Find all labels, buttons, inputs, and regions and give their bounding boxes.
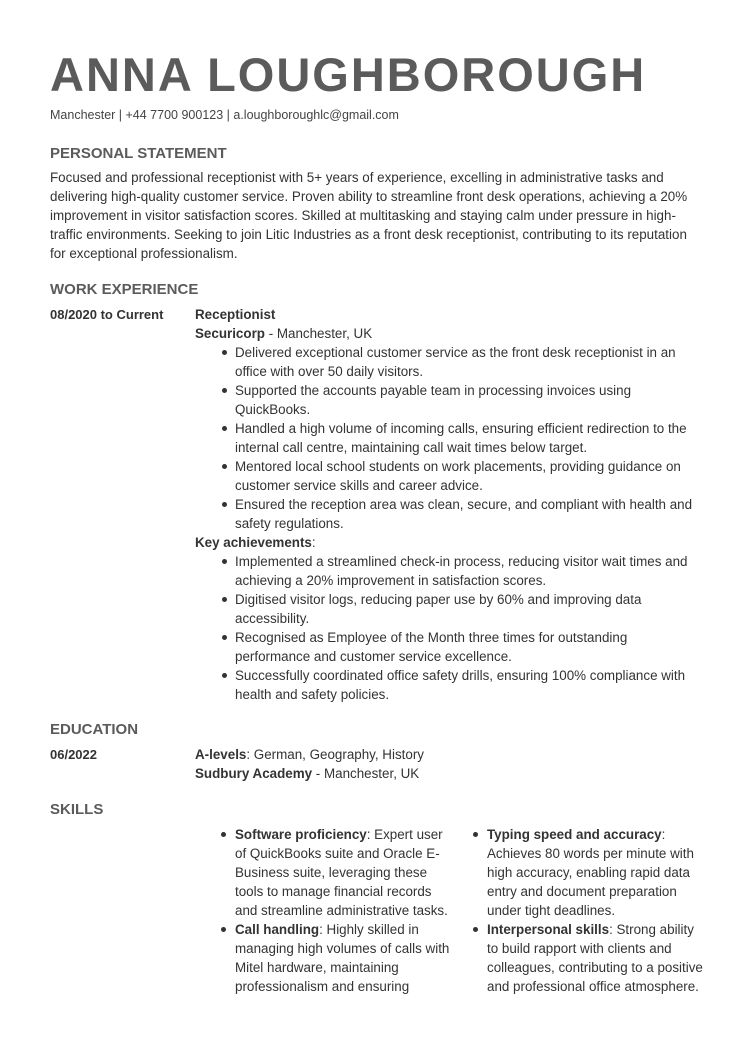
list-item [218, 825, 450, 920]
qualification-line [195, 745, 705, 764]
education-entry [195, 745, 705, 783]
list-item: Delivered exceptional customer service as the front desk receptionist in an office with over 50 daily visitors. [195, 343, 705, 381]
employer-line [195, 324, 705, 343]
achievements-colon: : [311, 535, 316, 550]
work-date: 08/2020 to Current [50, 307, 164, 322]
school-name: Sudbury Academy [195, 766, 313, 781]
list-item [470, 825, 706, 920]
school-location: - Manchester, UK [312, 766, 420, 781]
list-item: Supported the accounts payable team in processing invoices using QuickBooks. [195, 381, 705, 419]
skill-title: Software proficiency [235, 827, 367, 842]
personal-statement-heading: PERSONAL STATEMENT [50, 145, 227, 162]
skill-text: : Strong ability to build rapport with clients and colleagues, contributing to a positive and professional office atmosphere. [487, 922, 703, 994]
list-item: Mentored local school students on work placements, providing guidance on customer service skills and career advice. [195, 457, 705, 495]
skills-heading: SKILLS [50, 801, 104, 818]
list-item: Handled a high volume of incoming calls, ensuring efficient redirection to the internal call centre, maintaining call wait times below target. [195, 419, 705, 457]
list-item: Recognised as Employee of the Month three times for outstanding performance and customer service excellence. [195, 628, 705, 666]
school-line [195, 764, 705, 783]
achievements-label-line [195, 533, 705, 552]
skill-title: Call handling [235, 922, 320, 937]
education-date: 06/2022 [50, 747, 97, 762]
employer-location: - Manchester, UK [264, 326, 373, 341]
contact-line: Manchester | +44 7700 900123 | a.loughboroughlc@gmail.com [50, 108, 399, 122]
personal-statement-text: Focused and professional receptionist with 5+ years of experience, excelling in administrative tasks and delivering high-quality customer service. Proven ability to streamline front desk operations, achieving a 20% improvement in visitor satisfaction scores. Skilled at multitasking and staying calm under pressure in high-traffic environments. Seeking to join Litic Industries as a front desk receptionist, contributing to its reputation for exceptional professionalism. [50, 170, 688, 261]
work-entry [195, 305, 705, 704]
work-experience-heading: WORK EXPERIENCE [50, 281, 199, 298]
list-item: Digitised visitor logs, reducing paper use by 60% and improving data accessibility. [195, 590, 705, 628]
list-item: Implemented a streamlined check-in process, reducing visitor wait times and achieving a 20% improvement in satisfaction scores. [195, 552, 705, 590]
skill-text: : Highly skilled in managing high volumes of calls with Mitel hardware, maintaining professionalism and ensuring [235, 922, 450, 994]
skill-title: Interpersonal skills [487, 922, 610, 937]
achievements-list [195, 552, 705, 704]
list-item [218, 920, 450, 996]
subjects: : German, Geography, History [246, 747, 424, 762]
achievements-label: Key achievements [195, 535, 312, 550]
qualification: A-levels [195, 747, 247, 762]
skills-column-right [470, 825, 706, 996]
skill-text: : Achieves 80 words per minute with high accuracy, enabling rapid data entry and document preparation under tight deadlines. [487, 827, 694, 918]
skill-title: Typing speed and accuracy [487, 827, 662, 842]
duties-list [195, 343, 705, 533]
candidate-name: ANNA LOUGHBOROUGH [50, 48, 647, 101]
skill-text: : Expert user of QuickBooks suite and Oracle E-Business suite, leveraging these tools to manage financial records and streamline administrative tasks. [235, 827, 448, 918]
list-item [470, 920, 706, 996]
list-item: Successfully coordinated office safety drills, ensuring 100% compliance with health and safety policies. [195, 666, 705, 704]
job-title: Receptionist [195, 307, 276, 322]
education-heading: EDUCATION [50, 721, 139, 738]
list-item: Ensured the reception area was clean, secure, and compliant with health and safety regulations. [195, 495, 705, 533]
employer-name: Securicorp [195, 326, 265, 341]
skills-column-left [218, 825, 450, 996]
